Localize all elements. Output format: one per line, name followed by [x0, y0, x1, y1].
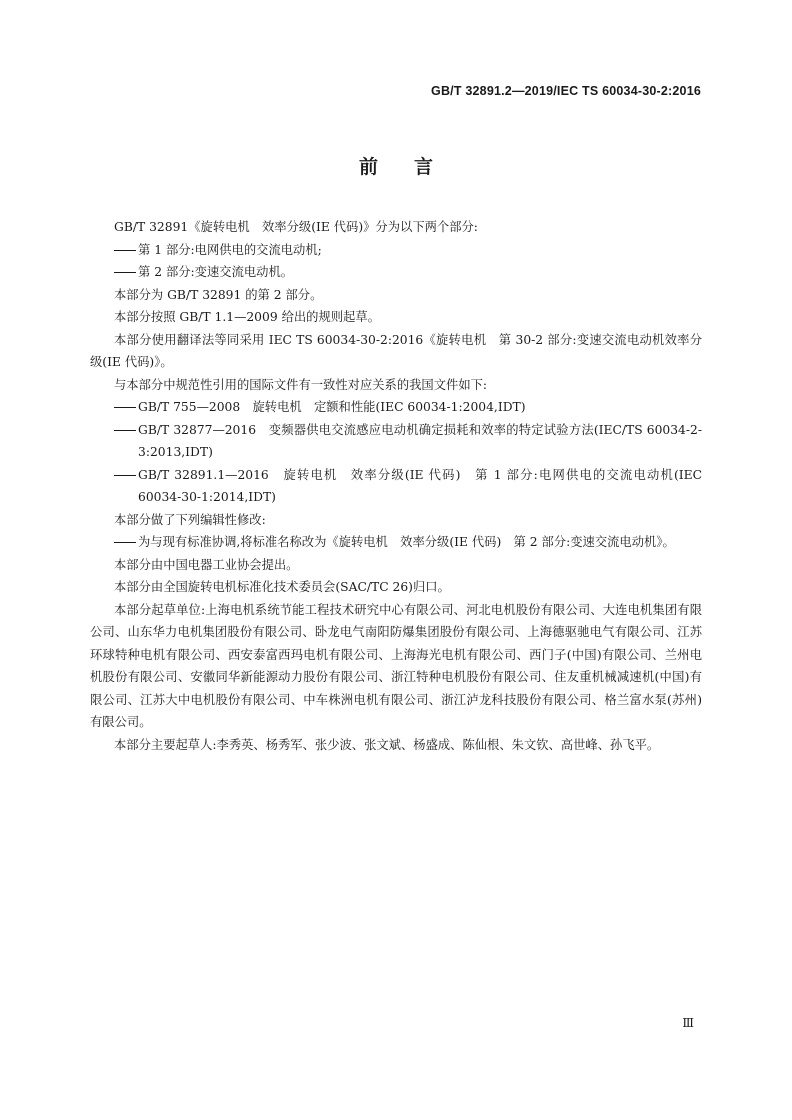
dash-list-item: [90, 239, 702, 262]
em-dash-mark: [114, 261, 138, 284]
dash-list-item: [90, 261, 702, 284]
em-dash-mark: [114, 396, 138, 419]
em-dash-mark: [114, 239, 138, 262]
page-title: 前言: [358, 156, 469, 178]
dash-list-item: [90, 464, 702, 509]
list-item-text: GB/T 32877—2016 变频器供电交流感应电动机确定损耗和效率的特定试验方法(IEC/TS 60034-2-3:2013,IDT): [138, 422, 702, 459]
paragraph: 本部分主要起草人:李秀英、杨秀军、张少波、张文斌、杨盛成、陈仙根、朱文钦、高世峰、孙飞平。: [114, 737, 660, 752]
list-item-text: 第 1 部分:电网供电的交流电动机;: [138, 242, 322, 257]
paragraph: 与本部分中规范性引用的国际文件有一致性对应关系的我国文件如下:: [114, 377, 488, 392]
paragraph: 本部分使用翻译法等同采用 IEC TS 60034-30-2:2016《旋转电机 第 30-2 部分:变速交流电动机效率分级(IE 代码)》。: [90, 332, 702, 369]
paragraph: 本部分按照 GB/T 1.1—2009 给出的规则起草。: [114, 310, 380, 324]
paragraph: 本部分做了下列编辑性修改:: [114, 512, 266, 527]
list-item-text: GB/T 32891.1—2016 旋转电机 效率分级(IE 代码) 第 1 部分:电网供电的交流电动机(IEC 60034-30-1:2014,IDT): [138, 467, 702, 504]
em-dash-mark: [114, 464, 138, 487]
list-item-text: 第 2 部分:变速交流电动机。: [138, 265, 294, 279]
em-dash-mark: [114, 531, 138, 554]
dash-list-item: [90, 419, 702, 464]
paragraph: 本部分由中国电器工业协会提出。: [114, 557, 299, 572]
foreword-body: [90, 216, 702, 756]
list-item-text: GB/T 755—2008 旋转电机 定额和性能(IEC 60034-1:2004,IDT): [138, 400, 526, 414]
em-dash-mark: [114, 419, 138, 442]
list-item-text: 为与现有标准协调,将标准名称改为《旋转电机 效率分级(IE 代码) 第 2 部分:变速交流电动机》。: [138, 535, 675, 549]
page-number: Ⅲ: [682, 1016, 694, 1030]
paragraph: 本部分起草单位:上海电机系统节能工程技术研究中心有限公司、河北电机股份有限公司、大连电机集团有限公司、山东华力电机集团股份有限公司、卧龙电气南阳防爆集团股份有限公司、上海德驱驰电气有限公司、江苏环球特种电机有限公司、西安泰富西玛电机有限公司、上海海光电机有限公司、西门子(中国)有限公司、兰州电机股份有限公司、安徽同华新能源动力股份有限公司、浙江特种电机股份有限公司、住友重机械减速机(中国)有限公司、江苏大中电机股份有限公司、中车株洲电机有限公司、浙江泸龙科技股份有限公司、格兰富水泵(苏州)有限公司。: [90, 602, 702, 729]
paragraph: 本部分由全国旋转电机标准化技术委员会(SAC/TC 26)归口。: [114, 580, 450, 594]
standard-number-header: GB/T 32891.2—2019/IEC TS 60034-30-2:2016: [431, 84, 701, 98]
paragraph: 本部分为 GB/T 32891 的第 2 部分。: [114, 287, 323, 302]
dash-list-item: [90, 396, 702, 419]
paragraph: GB/T 32891《旋转电机 效率分级(IE 代码)》分为以下两个部分:: [114, 220, 478, 234]
dash-list-item: [90, 531, 702, 554]
